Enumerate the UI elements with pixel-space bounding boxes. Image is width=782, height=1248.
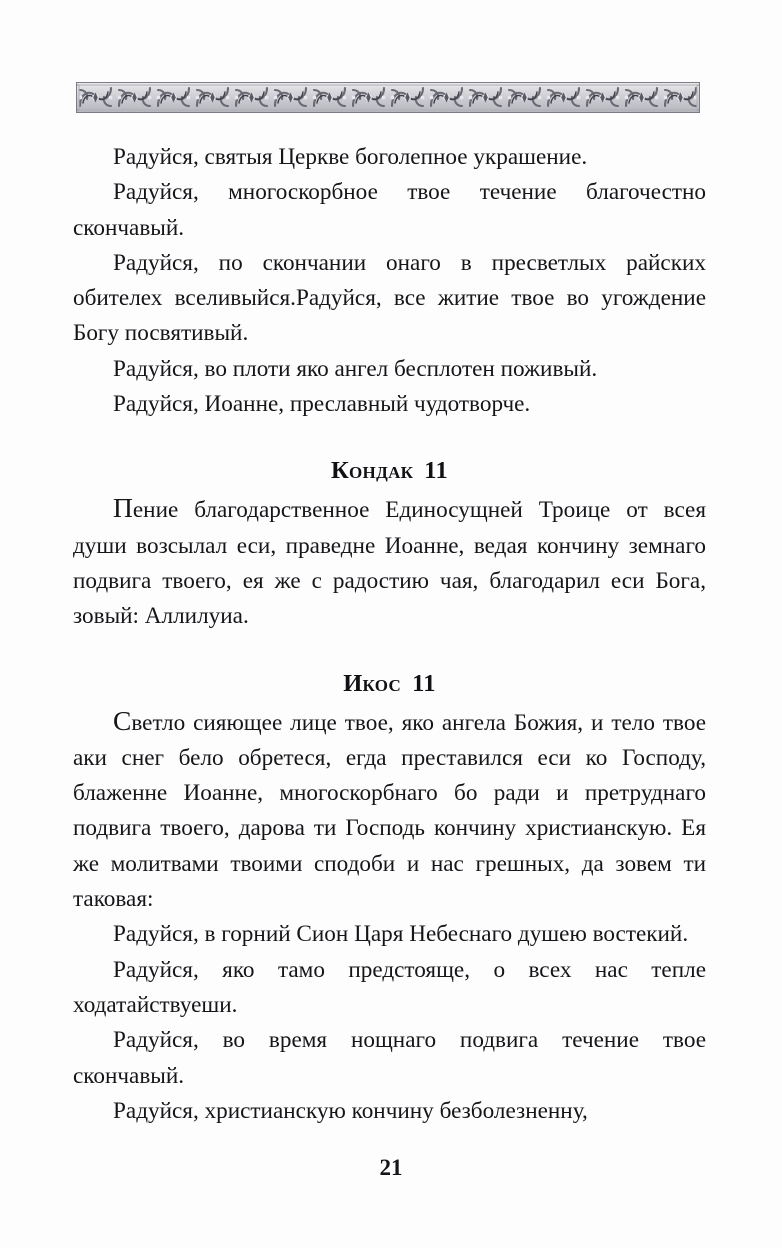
paragraph-text: Радуйся, во плоти яко ангел бесплотен поживый. xyxy=(113,355,598,382)
heading-spacer xyxy=(73,635,706,669)
heading-ikos-11 xyxy=(73,669,706,699)
heading-spacer xyxy=(73,422,706,456)
paragraph-kondak-11-body xyxy=(73,493,706,634)
heading-spacer xyxy=(73,486,706,493)
paragraph-raduysya-tserkve xyxy=(73,140,706,175)
paragraph-raduysya-khodataystvueshi xyxy=(73,953,706,1024)
body-text-column xyxy=(73,140,706,1129)
heading-word: Икос xyxy=(343,669,402,697)
paragraph-raduysya-techenie xyxy=(73,175,706,246)
paragraph-text: Радуйся, по скончании онаго в пресветлых райских обителех вселивыйся.Радуйся, все житие твое во угождение Богу посвятивый. xyxy=(73,249,706,347)
ornamental-header-band xyxy=(76,82,700,113)
heading-kondak-11 xyxy=(73,456,706,486)
paragraph-text: ветло сияющее лице твое, яко ангела Божия, и тело твое аки снег бело обретеся, егда преставился еси ко Господу, блаженне Иоанне, многоскорбнаго бо ради и претруднаго подвига твоего, дарова ти Господь кончину христианскую. Ея же молитвами твоими сподоби и нас грешных, да зовем ти таковая: xyxy=(73,709,706,913)
paragraph-text: ение благодарственное Единосущней Троице от всея души возсылал еси, праведне Иоанне, ведая кончину земнаго подвига твоего, ея же с радостию чая, благодарил еси Бога, зовый: Аллилуиа. xyxy=(73,497,706,630)
heading-number: 11 xyxy=(424,457,449,485)
paragraph-text: Радуйся, во время нощнаго подвига течение твое скончавый. xyxy=(73,1027,706,1089)
paragraph-text: Радуйся, в горний Сион Царя Небеснаго душею востекий. xyxy=(113,921,689,948)
paragraph-text: Радуйся, христианскую кончину безболезненну, xyxy=(113,1097,588,1124)
paragraph-raduysya-sion xyxy=(73,917,706,952)
paragraph-text: Радуйся, святыя Церкве боголепное украшение. xyxy=(113,144,588,170)
paragraph-initial: С xyxy=(113,704,132,736)
paragraph-raduysya-obitelekh xyxy=(73,246,706,352)
paragraph-text: Радуйся, многоскорбное твое течение благочестно скончавый. xyxy=(73,179,706,241)
paragraph-ikos-11-body xyxy=(73,706,706,918)
paragraph-text: Радуйся, Иоанне, преславный чудотворче. xyxy=(113,391,531,418)
page-number: 21 xyxy=(379,1155,403,1180)
heading-number: 11 xyxy=(412,669,436,697)
heading-word: Кондак xyxy=(330,457,414,485)
paragraph-raduysya-besplоten xyxy=(73,352,706,387)
paragraph-initial: П xyxy=(113,492,133,524)
paragraph-text: Радуйся, яко тамо предстояще, о всех нас тепле ходатайствуеши. xyxy=(73,956,706,1018)
heading-spacer xyxy=(73,699,706,706)
paragraph-raduysya-noshchnago xyxy=(73,1023,706,1094)
paragraph-raduysya-bezboleznennu xyxy=(73,1094,706,1129)
paragraph-raduysya-chudotvorche-1 xyxy=(73,387,706,422)
ornament-svg xyxy=(76,82,700,113)
